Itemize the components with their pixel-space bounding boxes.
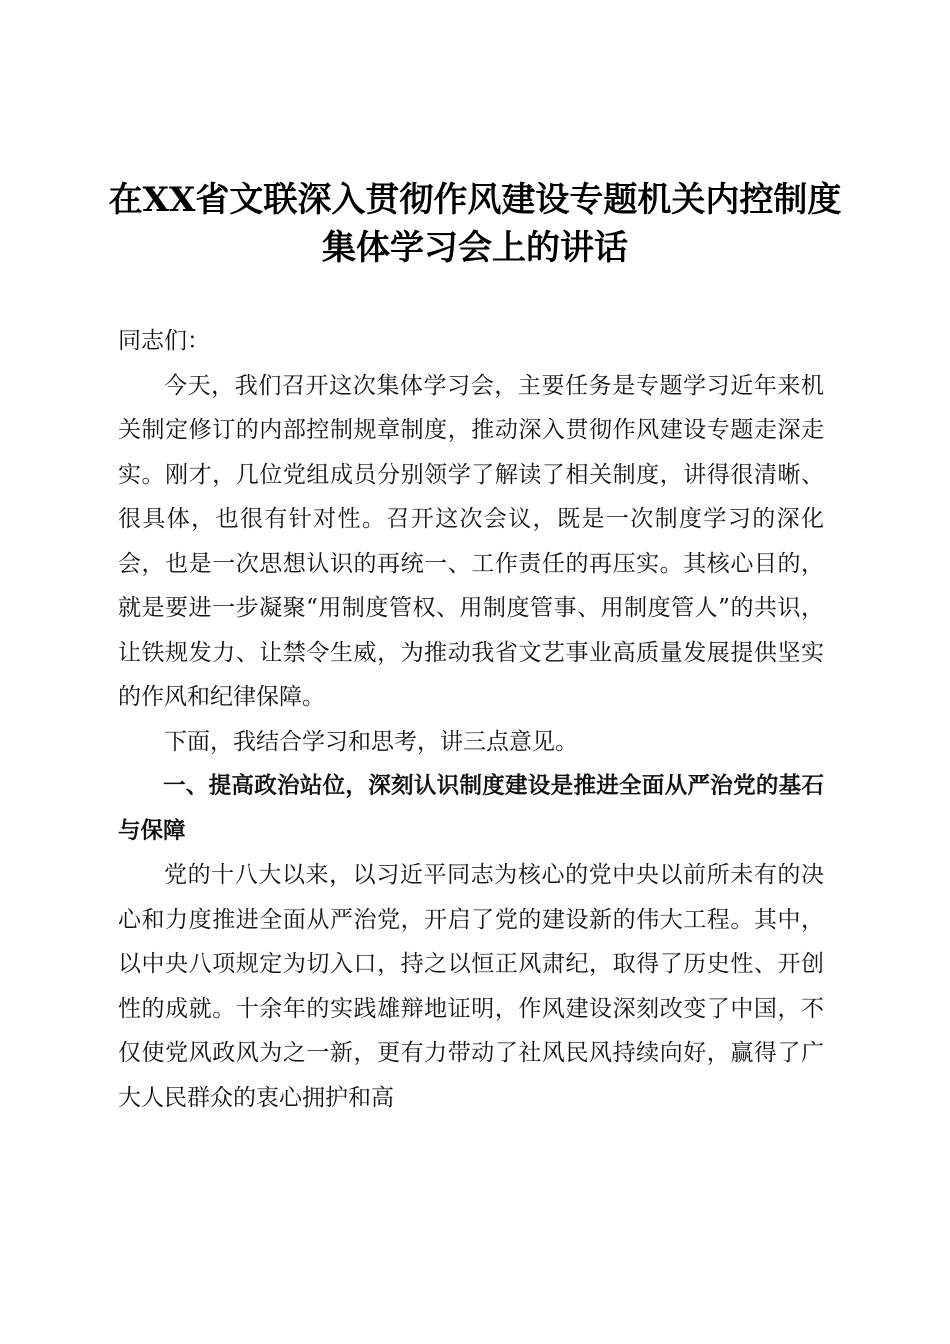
section-heading-1: 一、提高政治站位，深刻认识制度建设是推进全面从严治党的基石与保障 [118,773,824,844]
salutation: 同志们： [118,328,210,354]
section-1-paragraph: 党的十八大以来，以习近平同志为核心的党中央以前所未有的决心和力度推进全面从严治党，开启了党的建设新的伟大工程。其中，以中央八项规定为切入口，持之以恒正风肃纪，取得了历史性、开创性的成就。十余年的实践雄辩地证明，作风建设深刻改变了中国，不仅使党风政风为之一新，更有力带动了社风民风持续向好，赢得了广大人民群众的衷心拥护和高 [118,862,824,1111]
document-title: 在XX省文联深入贯彻作风建设专题机关内控制度集体学习会上的讲话 [108,180,842,268]
outline-paragraph: 下面，我结合学习和思考，讲三点意见。 [164,728,578,755]
document-body [118,319,824,1120]
intro-paragraph: 今天，我们召开这次集体学习会，主要任务是专题学习近年来机关制定修订的内部控制规章制度，推动深入贯彻作风建设专题走深走实。刚才，几位党组成员分别领学了解读了相关制度，讲得很清晰、很具体，也很有针对性。召开这次会议，既是一次制度学习的深化会，也是一次思想认识的再统一、工作责任的再压实。其核心目的，就是要进一步凝聚“用制度管权、用制度管事、用制度管人”的共识，让铁规发力、让禁令生威，为推动我省文艺事业高质量发展提供坚实的作风和纪律保障。 [118,372,824,710]
